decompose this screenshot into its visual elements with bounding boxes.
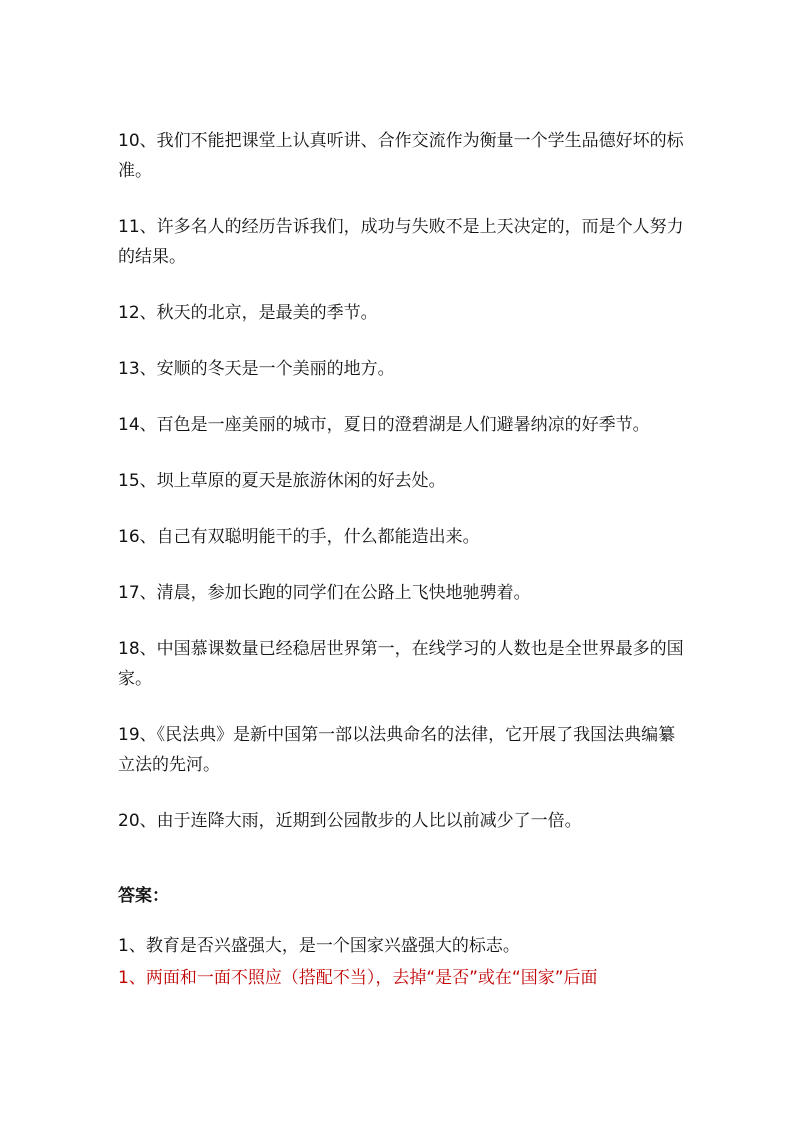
document-page (118, 126, 684, 993)
question-16: 16、自己有双聪明能干的手，什么都能造出来。 (118, 527, 480, 547)
answer-note-1: 1、两面和一面不照应（搭配不当），去掉“是否”或在“国家”后面 (118, 968, 598, 988)
question-13: 13、安顺的冬天是一个美丽的地方。 (118, 359, 395, 379)
question-19: 19、《民法典》是新中国第一部以法典命名的法律，它开展了我国法典编纂立法的先河。 (118, 725, 676, 775)
question-18: 18、中国慕课数量已经稳居世界第一，在线学习的人数也是全世界最多的国家。 (118, 639, 684, 689)
question-11: 11、许多名人的经历告诉我们，成功与失败不是上天决定的，而是个人努力的结果。 (118, 217, 684, 267)
answer-question-1: 1、教育是否兴盛强大，是一个国家兴盛强大的标志。 (118, 936, 520, 956)
answers-heading: 答案： (118, 886, 169, 906)
question-12: 12、秋天的北京，是最美的季节。 (118, 303, 378, 323)
question-15: 15、坝上草原的夏天是旅游休闲的好去处。 (118, 471, 446, 491)
question-17: 17、清晨，参加长跑的同学们在公路上飞快地驰骋着。 (118, 583, 531, 603)
question-14: 14、百色是一座美丽的城市，夏日的澄碧湖是人们避暑纳凉的好季节。 (118, 415, 650, 435)
question-10: 10、我们不能把课堂上认真听讲、合作交流作为衡量一个学生品德好坏的标准。 (118, 131, 684, 181)
question-20: 20、由于连降大雨，近期到公园散步的人比以前减少了一倍。 (118, 811, 582, 831)
